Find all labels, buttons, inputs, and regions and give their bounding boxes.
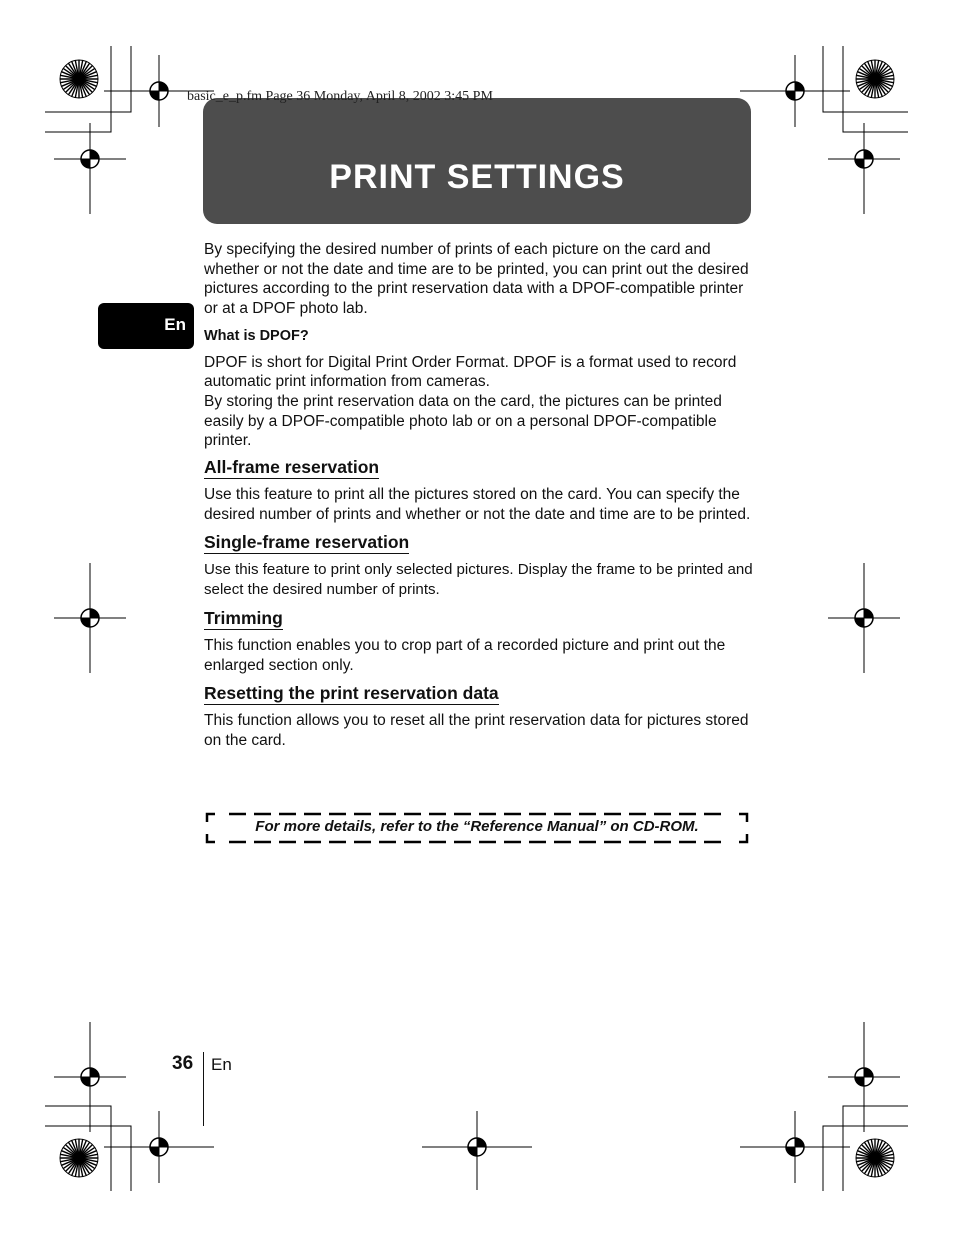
dpof-paragraph-1: DPOF is short for Digital Print Order Format. DPOF is a format used to record automatic print information from cameras.: [204, 353, 737, 391]
section-body: This function allows you to reset all the print reservation data for pictures stored on the card.: [204, 712, 749, 749]
title-banner: [203, 98, 751, 224]
page-title: PRINT SETTINGS: [329, 158, 625, 196]
section-heading: Resetting the print reservation data: [204, 683, 499, 704]
language-tab: [98, 303, 194, 349]
intro-paragraph: By specifying the desired number of prints of each picture on the card and whether or not the date and time are to be printed, you can print out the desired pictures according to the print reservation data with a DPOF-compatible printer or at a DPOF photo lab.: [204, 241, 749, 318]
section-trimming: [204, 608, 754, 630]
file-header-stamp: basic_e_p.fm Page 36 Monday, April 8, 2002 3:45 PM: [187, 89, 493, 104]
dpof-paragraph-2: By storing the print reservation data on the card, the pictures can be printed easily by a DPOF-compatible photo lab or on a personal DPOF-compatible printer.: [204, 392, 722, 450]
reference-note-text: For more details, refer to the “Reference Manual” on CD-ROM.: [255, 818, 699, 835]
section-body: Use this feature to print only selected pictures. Display the frame to be printed and select the desired number of prints.: [204, 561, 753, 599]
section-body: This function enables you to crop part of a recorded picture and print out the enlarged section only.: [204, 636, 726, 674]
main-content: [204, 240, 754, 751]
section-single-frame: [204, 532, 754, 554]
language-tab-label: En: [164, 315, 186, 334]
section-heading: Trimming: [204, 607, 283, 628]
footer-language: En: [211, 1055, 232, 1074]
section-body: Use this feature to print all the pictures stored on the card. You can specify the desired number of prints and whether or not the date and time are to be printed.: [204, 486, 751, 523]
section-heading: All-frame reservation: [204, 457, 380, 478]
dpof-heading: What is DPOF?: [204, 327, 309, 344]
footer-divider: [203, 1052, 204, 1126]
section-all-frame: [204, 457, 754, 479]
section-heading: Single-frame reservation: [204, 532, 410, 553]
reference-note-box: [205, 812, 749, 844]
section-resetting: [204, 683, 754, 705]
page-number: 36: [172, 1053, 194, 1074]
